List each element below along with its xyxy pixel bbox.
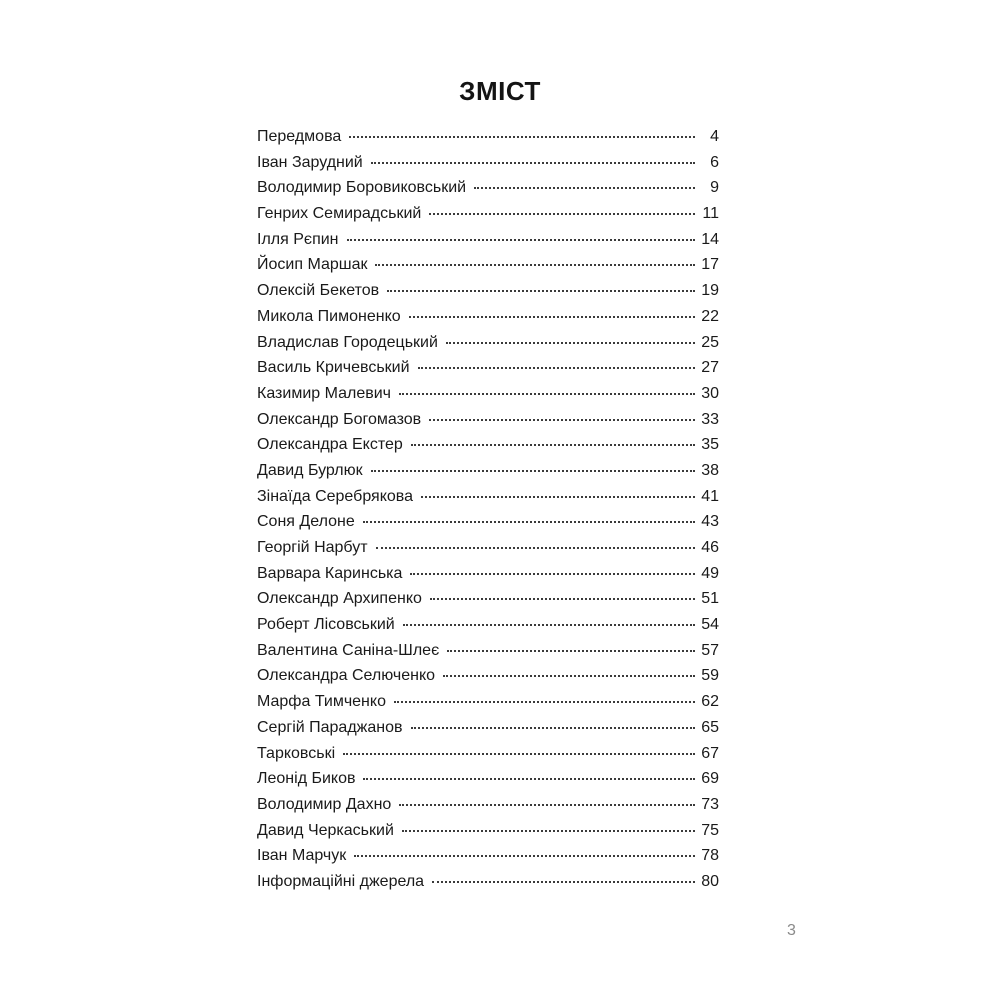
dot-leader [376,547,695,549]
toc-entry [257,411,719,437]
toc-entry-page: 22 [701,307,719,325]
toc-entry-label: Олександр Богомазов [257,410,422,428]
toc-entry-page: 69 [701,770,719,788]
toc-entry [257,590,719,616]
table-of-contents [257,128,719,899]
toc-entry [257,693,719,719]
toc-entry [257,770,719,796]
toc-entry-label: Валентина Саніна-Шлеє [257,641,440,659]
toc-entry-label: Генрих Семирадський [257,205,422,223]
toc-entry-label: Сергій Параджанов [257,718,403,736]
dot-leader [411,727,696,729]
toc-entry-label: Георгій Нарбут [257,539,368,556]
toc-entry [257,205,719,231]
toc-entry-page: 46 [701,539,719,556]
page-number: 3 [787,922,796,939]
dot-leader [432,881,695,883]
page-title: ЗМІСТ [459,76,541,106]
toc-entry [257,539,719,565]
toc-entry [257,513,719,539]
dot-leader [403,624,695,626]
toc-entry [257,488,719,514]
toc-entry-label: Зінаїда Серебрякова [257,487,413,505]
dot-leader [371,162,695,164]
dot-leader [375,264,695,266]
toc-entry-label: Микола Пимоненко [257,307,401,325]
dot-leader [418,367,695,369]
toc-entry-page: 57 [701,641,719,659]
dot-leader [387,290,695,292]
toc-entry-label: Передмова [257,128,342,145]
toc-entry [257,847,719,873]
toc-entry [257,436,719,462]
toc-entry-label: Олексій Бекетов [257,282,380,300]
toc-entry-page: 75 [701,821,719,839]
dot-leader [447,650,695,652]
toc-entry [257,154,719,180]
toc-entry [257,745,719,771]
toc-entry [257,873,719,899]
dot-leader [443,675,695,677]
toc-entry-label: Варвара Каринська [257,564,403,582]
dot-leader [411,444,695,446]
toc-entry-page: 9 [710,179,719,197]
toc-entry-page: 73 [701,795,719,813]
toc-entry-page: 35 [701,436,719,454]
toc-entry [257,282,719,308]
dot-leader [343,753,695,755]
dot-leader [347,239,696,241]
toc-entry-label: Соня Делоне [257,513,355,531]
toc-entry-label: Іван Марчук [257,847,347,865]
toc-entry-label: Тарковські [257,744,336,762]
toc-entry [257,822,719,848]
dot-leader [399,393,695,395]
dot-leader [429,213,695,215]
toc-entry-label: Марфа Тимченко [257,693,386,711]
toc-entry-page: 25 [701,333,719,351]
toc-entry-page: 54 [701,616,719,634]
toc-entry-label: Роберт Лісовський [257,616,395,634]
dot-leader [429,419,695,421]
toc-entry-page: 78 [701,847,719,865]
dot-leader [399,804,695,806]
toc-entry-label: Олександр Архипенко [257,590,422,608]
toc-entry-page: 19 [701,282,719,300]
toc-entry-page: 4 [710,128,719,145]
toc-entry-label: Василь Кричевський [257,359,410,377]
dot-leader [421,496,695,498]
toc-entry-page: 6 [710,153,719,171]
toc-entry-page: 11 [702,205,719,223]
toc-entry [257,308,719,334]
toc-entry-label: Олександра Селюченко [257,667,436,685]
toc-entry-page: 41 [701,487,719,505]
toc-entry-page: 59 [701,667,719,685]
toc-entry [257,719,719,745]
toc-entry-page: 30 [701,384,719,402]
toc-entry [257,231,719,257]
toc-entry-page: 33 [701,410,719,428]
toc-entry-label: Володимир Боровиковський [257,179,467,197]
dot-leader [363,778,695,780]
dot-leader [363,521,695,523]
toc-entry [257,462,719,488]
dot-leader [371,470,695,472]
toc-entry [257,667,719,693]
dot-leader [410,573,695,575]
toc-entry [257,359,719,385]
toc-entry-page: 67 [701,744,719,762]
toc-entry [257,796,719,822]
dot-leader [409,316,695,318]
toc-entry-page: 62 [701,693,719,711]
toc-entry-label: Іван Зарудний [257,153,363,171]
toc-entry-page: 49 [701,564,719,582]
toc-entry-page: 17 [701,256,719,274]
toc-entry [257,256,719,282]
dot-leader [349,136,695,138]
toc-entry-page: 80 [701,872,719,890]
toc-entry-label: Казимир Малевич [257,384,392,402]
toc-entry [257,128,719,154]
toc-entry-label: Давид Черкаський [257,821,394,839]
toc-entry [257,385,719,411]
toc-entry-label: Олександра Екстер [257,436,403,454]
toc-entry-label: Йосип Маршак [257,256,368,274]
dot-leader [474,187,695,189]
toc-entry-label: Інформаційні джерела [257,872,425,890]
toc-entry-page: 65 [701,718,719,736]
dot-leader [354,855,695,857]
dot-leader [446,342,695,344]
toc-entry [257,334,719,360]
toc-entry [257,642,719,668]
toc-entry-label: Ілля Рєпин [257,230,339,248]
toc-entry-page: 51 [701,590,719,608]
toc-entry [257,565,719,591]
dot-leader [402,830,695,832]
dot-leader [430,598,695,600]
dot-leader [394,701,695,703]
toc-entry-label: Давид Бурлюк [257,461,363,479]
toc-entry-label: Леонід Биков [257,770,356,788]
toc-entry [257,616,719,642]
toc-entry-page: 14 [701,230,719,248]
toc-entry-label: Володимир Дахно [257,795,392,813]
toc-entry-label: Владислав Городецький [257,333,438,351]
toc-entry-page: 38 [701,461,719,479]
toc-entry-page: 27 [701,359,719,377]
toc-entry [257,179,719,205]
toc-entry-page: 43 [701,513,719,531]
